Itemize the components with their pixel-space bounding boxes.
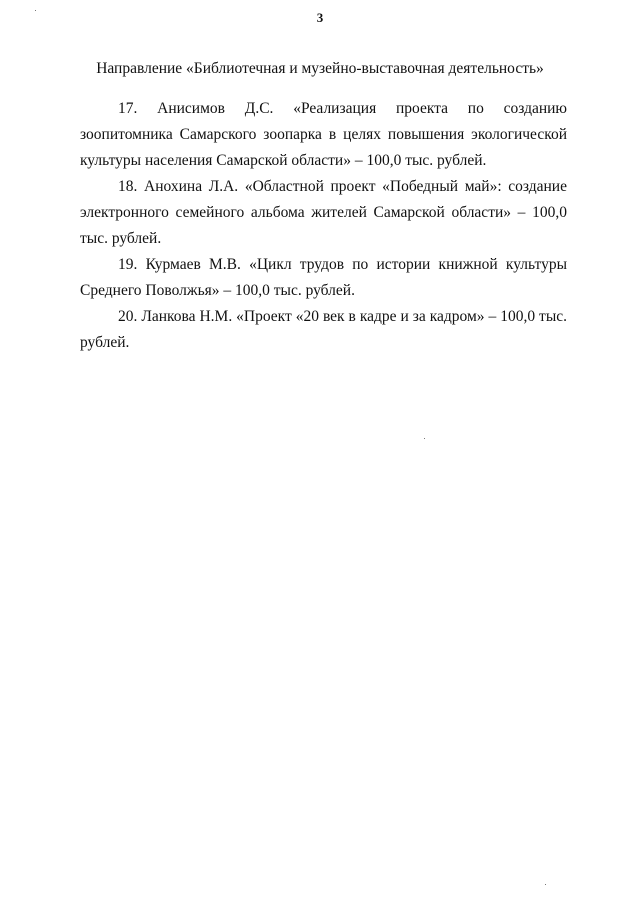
scan-speck [424, 438, 425, 439]
list-item-17: 17. Анисимов Д.С. «Реализация проекта по созданию зоопитомника Самарского зоопарка в целях повышения экологической культуры населения Самарской области» – 100,0 тыс. рублей. [80, 100, 567, 169]
list-item-19: 19. Курмаев М.В. «Цикл трудов по истории книжной культуры Среднего Поволжья» – 100,0 тыс. рублей. [80, 256, 567, 299]
section-heading: Направление «Библиотечная и музейно-выставочная деятельность» [96, 60, 544, 77]
entry-list [80, 96, 567, 356]
scan-speck [35, 10, 36, 11]
scan-speck [545, 884, 546, 885]
list-item-18: 18. Анохина Л.А. «Областной проект «Победный май»: создание электронного семейного альбома жителей Самарской области» – 100,0 тыс. рублей. [80, 178, 567, 247]
page-number: 3 [316, 10, 324, 25]
list-item-20: 20. Ланкова Н.М. «Проект «20 век в кадре и за кадром» – 100,0 тыс. рублей. [80, 308, 567, 351]
